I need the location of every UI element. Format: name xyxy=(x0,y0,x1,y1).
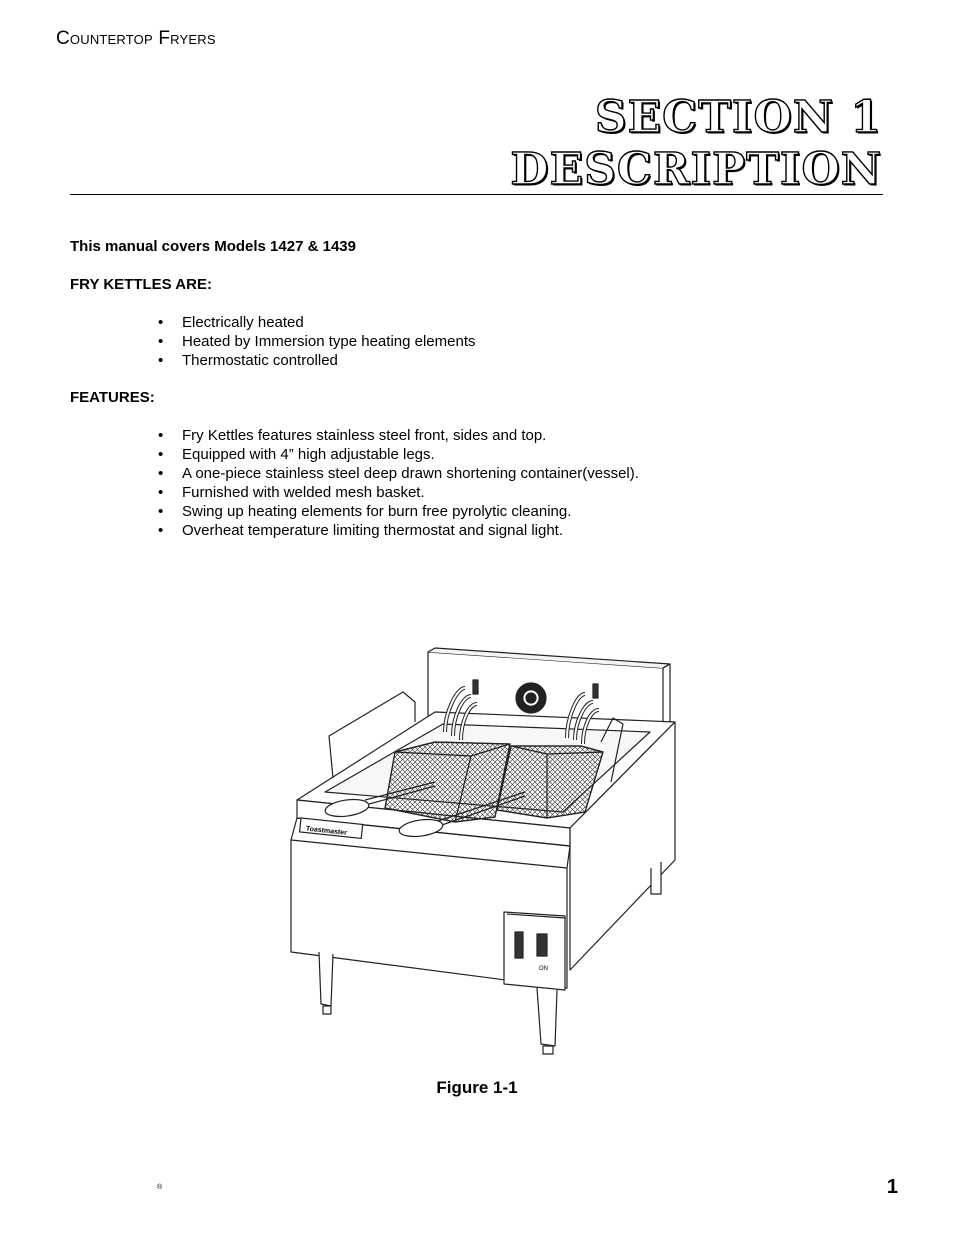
registered-mark: ® xyxy=(157,1184,163,1191)
figure-caption: Figure 1-1 xyxy=(436,1078,518,1097)
section-number: SECTION 1 xyxy=(594,92,882,143)
switch-label: ON xyxy=(539,966,548,972)
fry-kettles-heading: FRY KETTLES ARE: xyxy=(70,276,212,293)
list-item: • Furnished with welded mesh basket. xyxy=(158,483,870,502)
document-body xyxy=(70,238,870,559)
section-name: DESCRIPTION xyxy=(510,144,882,195)
list-item: • Electrically heated xyxy=(158,313,870,332)
list-item: • Equipped with 4” high adjustable legs. xyxy=(158,445,870,464)
header-divider xyxy=(70,194,883,195)
section-title xyxy=(510,92,882,196)
features-list xyxy=(70,426,870,540)
list-item: • Swing up heating elements for burn free pyrolytic cleaning. xyxy=(158,502,870,521)
page-number: 1 xyxy=(886,1176,898,1198)
running-header: Countertop Fryers xyxy=(56,28,216,49)
models-intro: This manual covers Models 1427 & 1439 xyxy=(70,238,356,255)
list-item: • Overheat temperature limiting thermostat and signal light. xyxy=(158,521,870,540)
fry-kettles-list xyxy=(70,313,870,370)
list-item: • Heated by Immersion type heating elements xyxy=(158,332,870,351)
list-item: • Thermostatic controlled xyxy=(158,351,870,370)
fryer-illustration xyxy=(285,632,677,1062)
features-heading: FEATURES: xyxy=(70,389,155,406)
list-item: • Fry Kettles features stainless steel front, sides and top. xyxy=(158,426,870,445)
list-item: • A one-piece stainless steel deep drawn shortening container(vessel). xyxy=(158,464,870,483)
brand-label: Toastmaster xyxy=(305,825,348,837)
